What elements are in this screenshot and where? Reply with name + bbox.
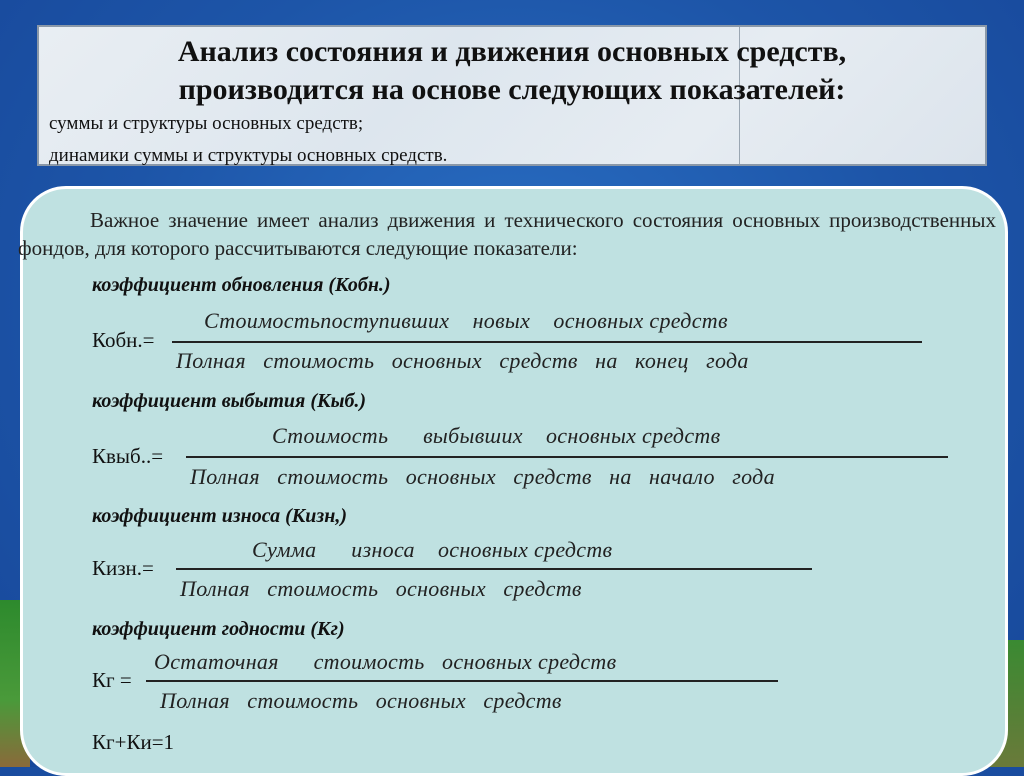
- coef-label-renewal: Кобн.=: [92, 328, 155, 352]
- header-item: суммы и структуры основных средств;: [49, 113, 364, 134]
- coef-numerator-renewal: Стоимостьпоступивших новых основных средств: [204, 308, 728, 333]
- coef-numerator-disposal: Стоимость выбывших основных средств: [272, 423, 721, 448]
- coef-title-wear: коэффициент износа (Кизн,): [92, 505, 347, 527]
- header-box: [37, 25, 987, 166]
- header-title: [39, 33, 985, 109]
- fraction-line: [176, 568, 812, 570]
- coef-label-wear: Кизн.=: [92, 556, 154, 580]
- fraction-line: [172, 341, 922, 343]
- coef-denominator-fitness: Полная стоимость основных средств: [160, 688, 562, 713]
- coef-denominator-wear: Полная стоимость основных средств: [180, 576, 582, 601]
- coef-title-renewal: коэффициент обновления (Кобн.): [92, 274, 391, 296]
- final-equation: Кг+Ки=1: [92, 730, 175, 754]
- header-item: динамики суммы и структуры основных средств.: [49, 145, 448, 166]
- coef-label-fitness: Кг =: [92, 668, 132, 692]
- fraction-line: [146, 680, 778, 682]
- intro-paragraph: Важное значение имеет анализ движения и технического состояния основных производственных фондов, для которого рассчитываются следующие показатели:: [18, 208, 996, 260]
- coef-label-disposal: Квыб..=: [92, 444, 164, 468]
- coef-title-fitness: коэффициент годности (Кг): [92, 618, 345, 640]
- coef-numerator-fitness: Остаточная стоимость основных средств: [154, 649, 617, 674]
- header-title-line1: Анализ состояния и движения основных средств,: [177, 35, 847, 68]
- coef-title-disposal: коэффициент выбытия (Кыб.): [92, 390, 367, 412]
- fraction-line: [186, 456, 948, 458]
- coef-denominator-renewal: Полная стоимость основных средств на конец года: [176, 348, 749, 373]
- coef-denominator-disposal: Полная стоимость основных средств на начало года: [190, 464, 775, 489]
- coef-numerator-wear: Сумма износа основных средств: [252, 537, 613, 562]
- header-title-line2: производится на основе следующих показателей:: [178, 73, 846, 106]
